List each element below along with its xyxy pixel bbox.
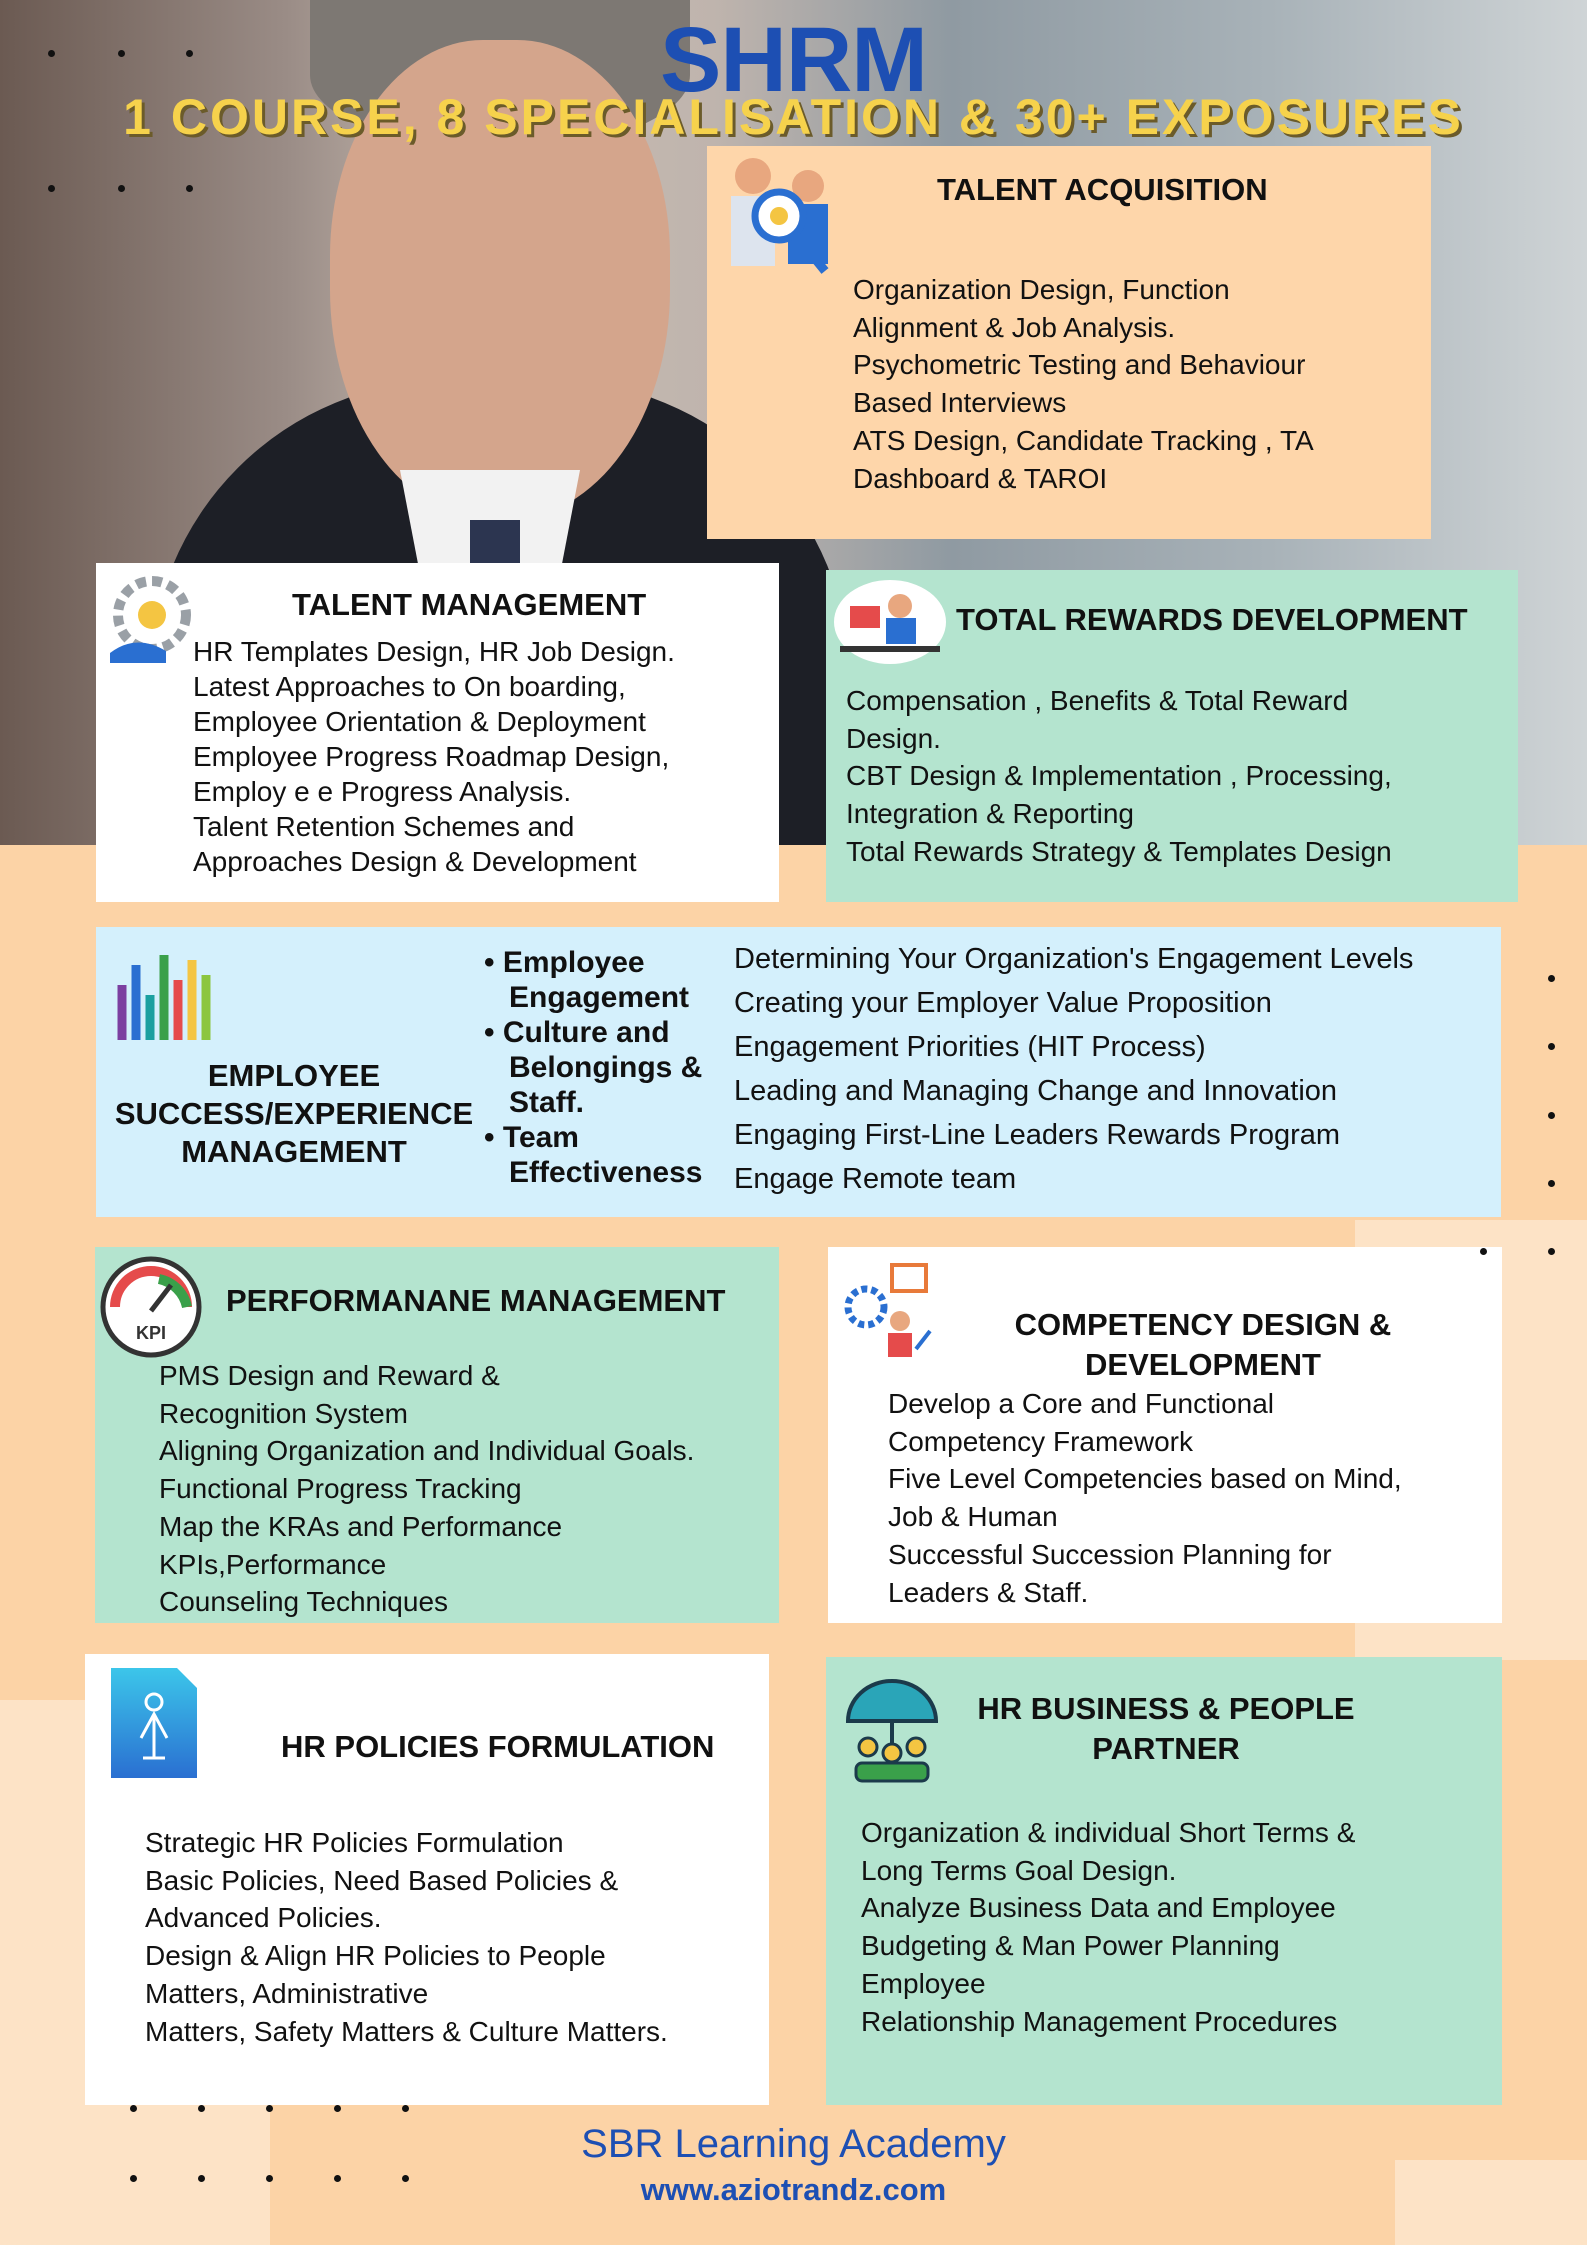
performance-title: PERFORMANANE MANAGEMENT <box>226 1283 726 1318</box>
talent-acquisition-text: Organization Design, Function Alignment & Job Analysis. Psychometric Testing and Behaviour Based Interviews ATS Design, Candidate Tracking , TA Dashboard & TAROI <box>853 274 1314 494</box>
umbrella-people-icon <box>844 1677 940 1785</box>
policy-document-icon <box>111 1668 201 1780</box>
hr-policies-text: Strategic HR Policies Formulation Basic Policies, Need Based Policies & Advanced Policies. Design & Align HR Policies to People Matters, Administrative Matters, Safety Matters & Culture Matters. <box>145 1827 668 2047</box>
bullet-item: • Culture and Belongings & Staff. <box>484 1016 703 1119</box>
competency-chart-icon <box>838 1261 938 1361</box>
website-link[interactable]: www.aziotrandz.com <box>640 2172 947 2207</box>
employee-success-title: EMPLOYEE SUCCESS/EXPERIENCE MANAGEMENT <box>114 1058 474 1169</box>
growth-arrows-icon <box>114 945 214 1045</box>
total-rewards-title: TOTAL REWARDS DEVELOPMENT <box>956 602 1468 637</box>
svg-text:KPI: KPI <box>135 1323 167 1343</box>
performance-text: PMS Design and Reward & Recognition System Aligning Organization and Individual Goals. Functional Progress Tracking Map the KRAs and Performance KPIs,Performance Counseling Techniques <box>159 1360 695 1618</box>
employee-success-card <box>96 927 1501 1217</box>
hr-business-text: Organization & individual Short Terms & Long Terms Goal Design. Analyze Business Data and Employee Budgeting & Man Power Planning Employee Relationship Management Procedures <box>861 1817 1356 2037</box>
competency-card <box>828 1247 1502 1623</box>
hr-policies-title: HR POLICIES FORMULATION <box>281 1729 715 1764</box>
page-subtitle: 1 COURSE, 8 SPECIALISATION & 30+ EXPOSURES <box>123 89 1464 145</box>
hr-policies-card <box>85 1654 769 2105</box>
hr-business-title: HR BUSINESS & PEOPLE PARTNER <box>977 1691 1355 1766</box>
recruiter-search-icon <box>713 146 853 276</box>
kpi-gauge-icon <box>99 1255 203 1359</box>
total-rewards-text: Compensation , Benefits & Total Reward Design. CBT Design & Implementation , Processing, Integration & Reporting Total Rewards Strategy & Templates Design <box>846 685 1392 867</box>
performance-card <box>95 1247 779 1623</box>
talent-acquisition-title: TALENT ACQUISITION <box>937 172 1268 207</box>
hr-business-card <box>826 1657 1502 2105</box>
gear-idea-icon <box>106 573 198 665</box>
competency-title: COMPETENCY DESIGN & DEVELOPMENT <box>1014 1307 1392 1382</box>
employee-success-bullets <box>484 945 702 1190</box>
competency-text: Develop a Core and Functional Competency Framework Five Level Competencies based on Mind, Job & Human Successful Succession Planning for Leaders & Staff. <box>888 1388 1402 1608</box>
talent-management-card <box>96 563 779 902</box>
talent-acquisition-card <box>707 146 1431 539</box>
workspace-icon <box>830 576 952 668</box>
bullet-item: • Employee Engagement <box>484 946 690 1014</box>
academy-name: SBR Learning Academy <box>581 2122 1006 2166</box>
employee-success-text: Determining Your Organization's Engagement Levels Creating your Employer Value Proposition Engagement Priorities (HIT Process) Leading and Managing Change and Innovation Engaging First-Line Leaders Rewards Program Engage Remote team <box>734 943 1414 1195</box>
page-title: SHRM <box>660 9 927 111</box>
bullet-item: • Team Effectiveness <box>484 1121 703 1189</box>
talent-management-title: TALENT MANAGEMENT <box>292 587 647 622</box>
talent-management-text: HR Templates Design, HR Job Design. Latest Approaches to On boarding, Employee Orientation & Deployment Employee Progress Roadmap Design, Employ e e Progress Analysis. Talent Retention Schemes and Approaches Design & Development <box>193 636 675 877</box>
total-rewards-card <box>826 570 1518 902</box>
